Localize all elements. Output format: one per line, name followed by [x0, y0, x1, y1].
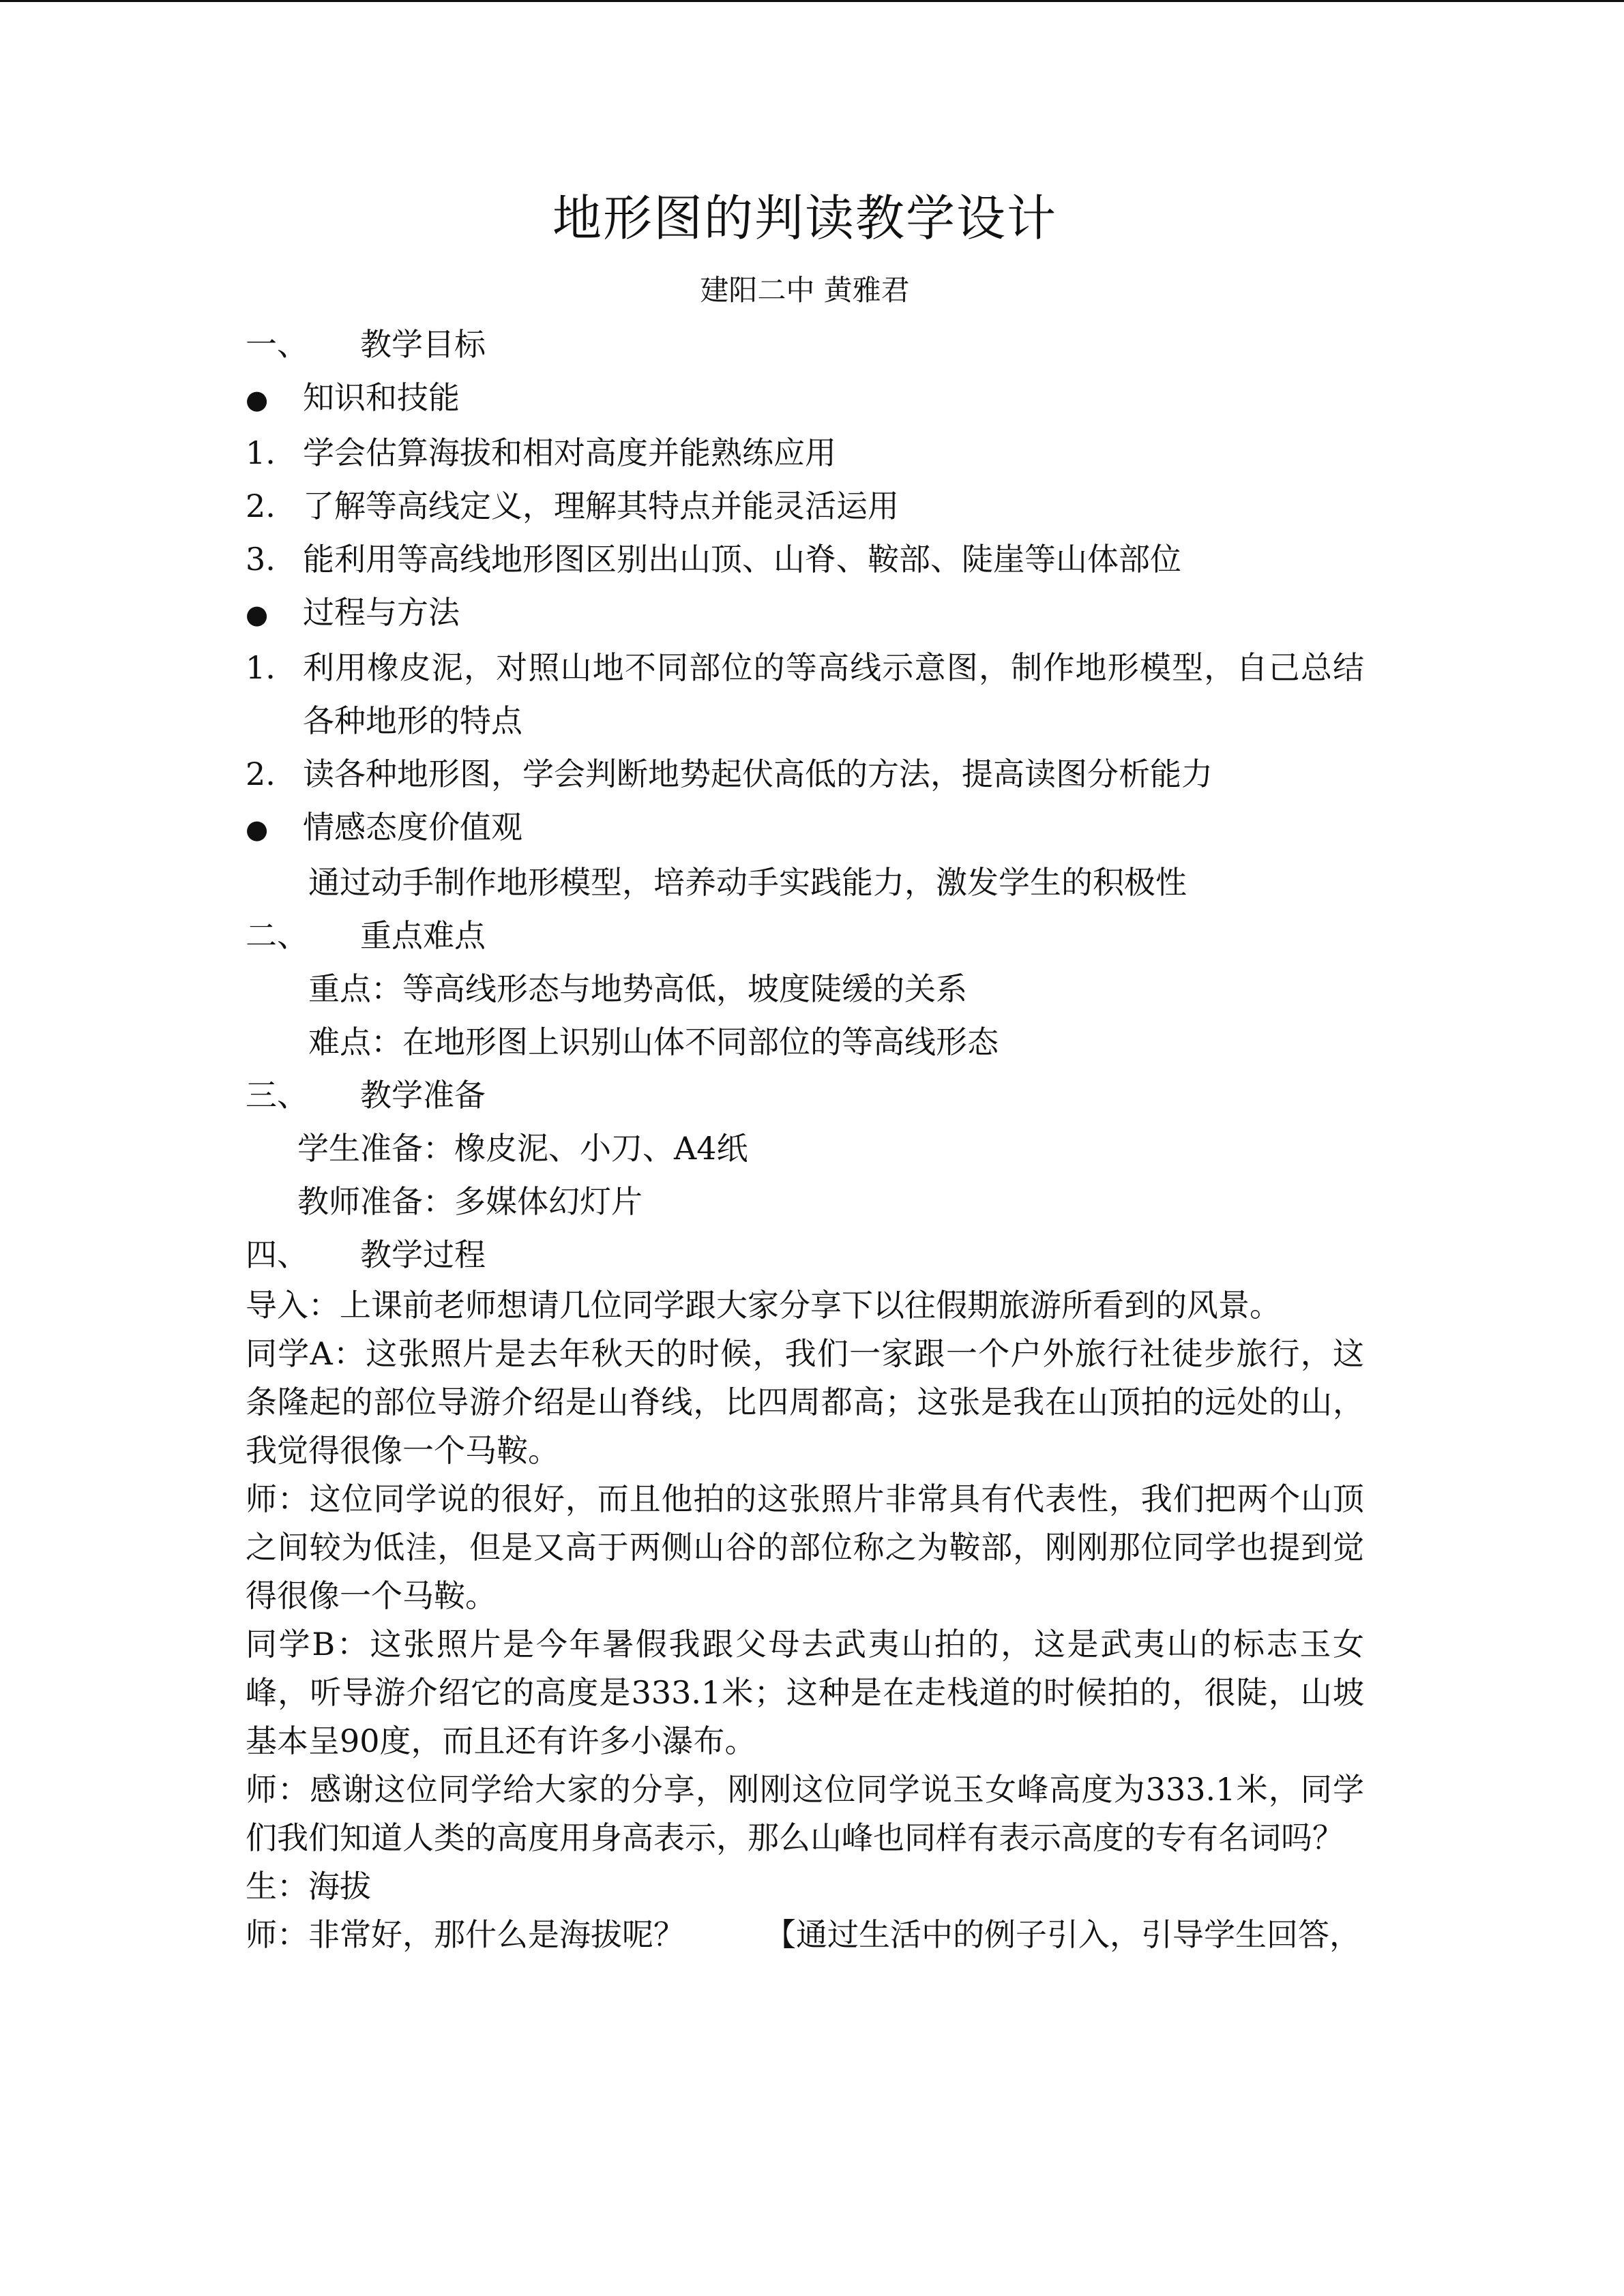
section-label: 教学目标 [360, 326, 486, 363]
student-preparation: 学生准备：橡皮泥、小刀、A4纸 [297, 1130, 748, 1167]
list-item-text: 读各种地形图，学会判断地势起伏高低的方法，提高读图分析能力 [303, 756, 1213, 792]
teacher-preparation: 教师准备：多媒体幻灯片 [297, 1183, 643, 1220]
body-paragraph: 师：感谢这位同学给大家的分享，刚刚这位同学说玉女峰高度为333.1米，同学们我们知道人类的高度用身高表示，那么山峰也同样有表示高度的专有名词吗？ [246, 1771, 1364, 1856]
page-top-border [0, 0, 1624, 2]
list-item [246, 426, 1364, 479]
document-title: 地形图的判读教学设计 [552, 190, 1057, 247]
list-item [246, 479, 1364, 533]
list-item-text: 学会估算海拔和相对高度并能熟练应用 [303, 434, 836, 471]
section-heading-objectives [246, 318, 1364, 371]
emotion-text: 通过动手制作地形模型，培养动手实践能力，激发学生的积极性 [308, 864, 1187, 901]
section-number: 二、 [246, 917, 308, 954]
list-item-text: 了解等高线定义，理解其特点并能灵活运用 [303, 488, 899, 524]
document-author: 建阳二中 黄雅君 [700, 273, 910, 307]
section-label: 教学准备 [360, 1077, 486, 1114]
body-paragraph: 师：非常好，那什么是海拔呢？ 【通过生活中的例子引入，引导学生回答， [246, 1916, 1361, 1953]
bullet-icon: ● [246, 385, 269, 415]
section-heading-preparation [246, 1069, 1364, 1122]
section-heading-process [246, 1228, 1364, 1281]
list-item-text: 能利用等高线地形图区别出山顶、山脊、鞍部、陡崖等山体部位 [303, 541, 1181, 578]
subheading-emotion [246, 801, 1364, 856]
bullet-icon: ● [246, 814, 269, 844]
bullet-icon: ● [246, 599, 269, 629]
body-paragraph: 师：这位同学说的很好，而且他拍的这张照片非常具有代表性，我们把两个山顶之间较为低洼，但是又高于两侧山谷的部位称之为鞍部，刚刚那位同学也提到觉得很像一个马鞍。 [246, 1480, 1364, 1614]
list-item-text: 利用橡皮泥，对照山地不同部位的等高线示意图，制作地形模型，自己总结各种地形的特点 [303, 649, 1364, 739]
body-paragraph: 同学B：这张照片是今年暑假我跟父母去武夷山拍的，这是武夷山的标志玉女峰，听导游介绍它的高度是333.1米；这种是在走栈道的时候拍的，很陡，山坡基本呈90度，而且还有许多小瀑布。 [246, 1626, 1364, 1759]
subheading-process [246, 586, 1364, 641]
key-point-text: 重点：等高线形态与地势高低，坡度陡缓的关系 [308, 970, 967, 1007]
section-number: 四、 [246, 1236, 308, 1273]
list-item-number: 1. [246, 649, 276, 686]
subheading-knowledge [246, 371, 1364, 426]
list-item-number: 2. [246, 488, 276, 524]
body-paragraph: 同学A：这张照片是去年秋天的时候，我们一家跟一个户外旅行社徒步旅行，这条隆起的部位导游介绍是山脊线，比四周都高；这张是我在山顶拍的远处的山，我觉得很像一个马鞍。 [246, 1335, 1364, 1469]
list-item-number: 1. [246, 434, 276, 471]
section-heading-key-points [246, 909, 1364, 962]
list-item [246, 641, 1364, 747]
section-label: 重点难点 [360, 917, 486, 954]
list-item-number: 3. [246, 541, 276, 578]
section-label: 教学过程 [360, 1236, 486, 1273]
list-item [246, 747, 1364, 801]
subheading-label: 知识和技能 [303, 379, 460, 416]
section-number: 一、 [246, 326, 308, 363]
body-paragraph: 生：海拔 [246, 1868, 371, 1905]
body-paragraph: 导入：上课前老师想请几位同学跟大家分享下以往假期旅游所看到的风景。 [246, 1287, 1281, 1324]
list-item-number: 2. [246, 756, 276, 792]
document-page [246, 184, 1364, 1959]
difficult-point-text: 难点：在地形图上识别山体不同部位的等高线形态 [308, 1024, 999, 1060]
subheading-label: 过程与方法 [303, 594, 460, 631]
subheading-label: 情感态度价值观 [303, 809, 522, 846]
list-item [246, 533, 1364, 586]
section-number: 三、 [246, 1077, 308, 1114]
